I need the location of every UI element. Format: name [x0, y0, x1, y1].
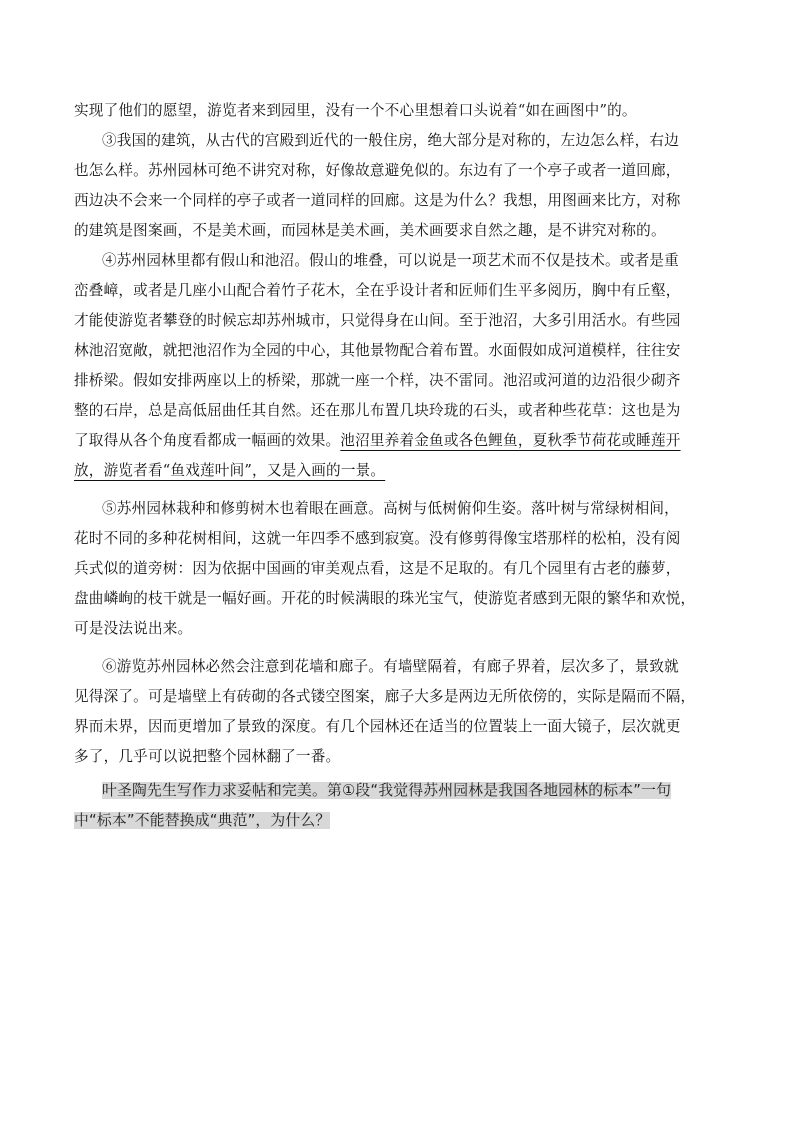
text-line	[74, 426, 730, 456]
highlighted-question-text: 中“标本”不能替换成“典范”，为什么？	[74, 812, 331, 829]
text-line: 实现了他们的愿望，游览者来到园里，没有一个不心里想着口头说着“如在画图中”的。	[74, 102, 637, 119]
paragraph-2-tail	[74, 96, 730, 126]
text-line: 林池沼宽敞，就把池沼作为全园的中心，其他景物配合着布置。水面假如成河道模样，往往安	[74, 342, 681, 359]
text-line: 的建筑是图案画，不是美术画，而园林是美术画，美术画要求自然之趣，是不讲究对称的。	[74, 222, 666, 239]
text-line: 盘曲嶙峋的枝干就是一幅好画。开花的时候满眼的珠光宝气，使游览者感到无限的繁华和欢悦，	[74, 590, 696, 607]
document-page	[74, 96, 730, 836]
text-line: 西边决不会来一个同样的亭子或者一道同样的回廊。这是为什么？我想，用图画来比方，对称	[74, 192, 681, 209]
paragraph-3	[74, 126, 730, 246]
paragraph-4	[74, 246, 730, 486]
question-line	[74, 806, 730, 836]
text-line: ④苏州园林里都有假山和池沼。假山的堆叠，可以说是一项艺术而不仅是技术。或者是重	[102, 252, 679, 269]
text-line: 界而未界，因而更增加了景致的深度。有几个园林还在适当的位置装上一面大镜子，层次就更	[74, 718, 681, 735]
text-line: ③我国的建筑，从古代的宫殿到近代的一般住房，绝大部分是对称的，左边怎么样，右边	[102, 132, 679, 149]
underlined-sentence: 池沼里养着金鱼或各色鲤鱼，夏秋季节荷花或睡莲开	[340, 432, 681, 449]
text-line: 多了，几乎可以说把整个园林翻了一番。	[74, 748, 341, 765]
text-line: 排桥梁。假如安排两座以上的桥梁，那就一座一个样，决不雷同。池沼或河道的边沿很少砌齐	[74, 372, 681, 389]
highlighted-question-text: 叶圣陶先生写作力求妥帖和完美。第①段“我觉得苏州园林是我国各地园林的标本”一句	[102, 782, 672, 799]
text-line	[74, 456, 730, 486]
plain-text: 了取得从各个角度看都成一幅画的效果。	[74, 432, 341, 449]
text-line: 峦叠嶂，或者是几座小山配合着竹子花木，全在乎设计者和匠师们生平多阅历，胸中有丘壑，	[74, 282, 681, 299]
spacer	[74, 644, 730, 652]
text-line: 花时不同的多种花树相间，这就一年四季不感到寂寞。没有修剪得像宝塔那样的松柏，没有阅	[74, 530, 681, 547]
paragraph-6	[74, 652, 730, 772]
question-line	[74, 776, 730, 806]
question-block	[74, 776, 730, 836]
paragraph-5	[74, 494, 730, 644]
text-line: 也怎么样。苏州园林可绝不讲究对称，好像故意避免似的。东边有了一个亭子或者一道回廊，	[74, 162, 681, 179]
text-line: 可是没法说出来。	[74, 620, 193, 637]
text-line: 才能使游览者攀登的时候忘却苏州城市，只觉得身在山间。至于池沼，大多引用活水。有些园	[74, 312, 681, 329]
underlined-sentence-continued: 放，游览者看“鱼戏莲叶间”，又是入画的一景。	[74, 462, 386, 479]
text-line: ⑥游览苏州园林必然会注意到花墙和廊子。有墙壁隔着，有廊子界着，层次多了，景致就	[102, 658, 679, 675]
text-line: 兵式似的道旁树：因为依据中国画的审美观点看，这是不足取的。有几个园里有古老的藤萝，	[74, 560, 681, 577]
text-line: 见得深了。可是墙壁上有砖砌的各式镂空图案，廊子大多是两边无所依傍的，实际是隔而不隔，	[74, 688, 696, 705]
text-line: 整的石岸，总是高低屈曲任其自然。还在那儿布置几块玲珑的石头，或者种些花草：这也是为	[74, 402, 681, 419]
text-line: ⑤苏州园林栽种和修剪树木也着眼在画意。高树与低树俯仰生姿。落叶树与常绿树相间，	[102, 500, 679, 517]
spacer	[74, 486, 730, 494]
